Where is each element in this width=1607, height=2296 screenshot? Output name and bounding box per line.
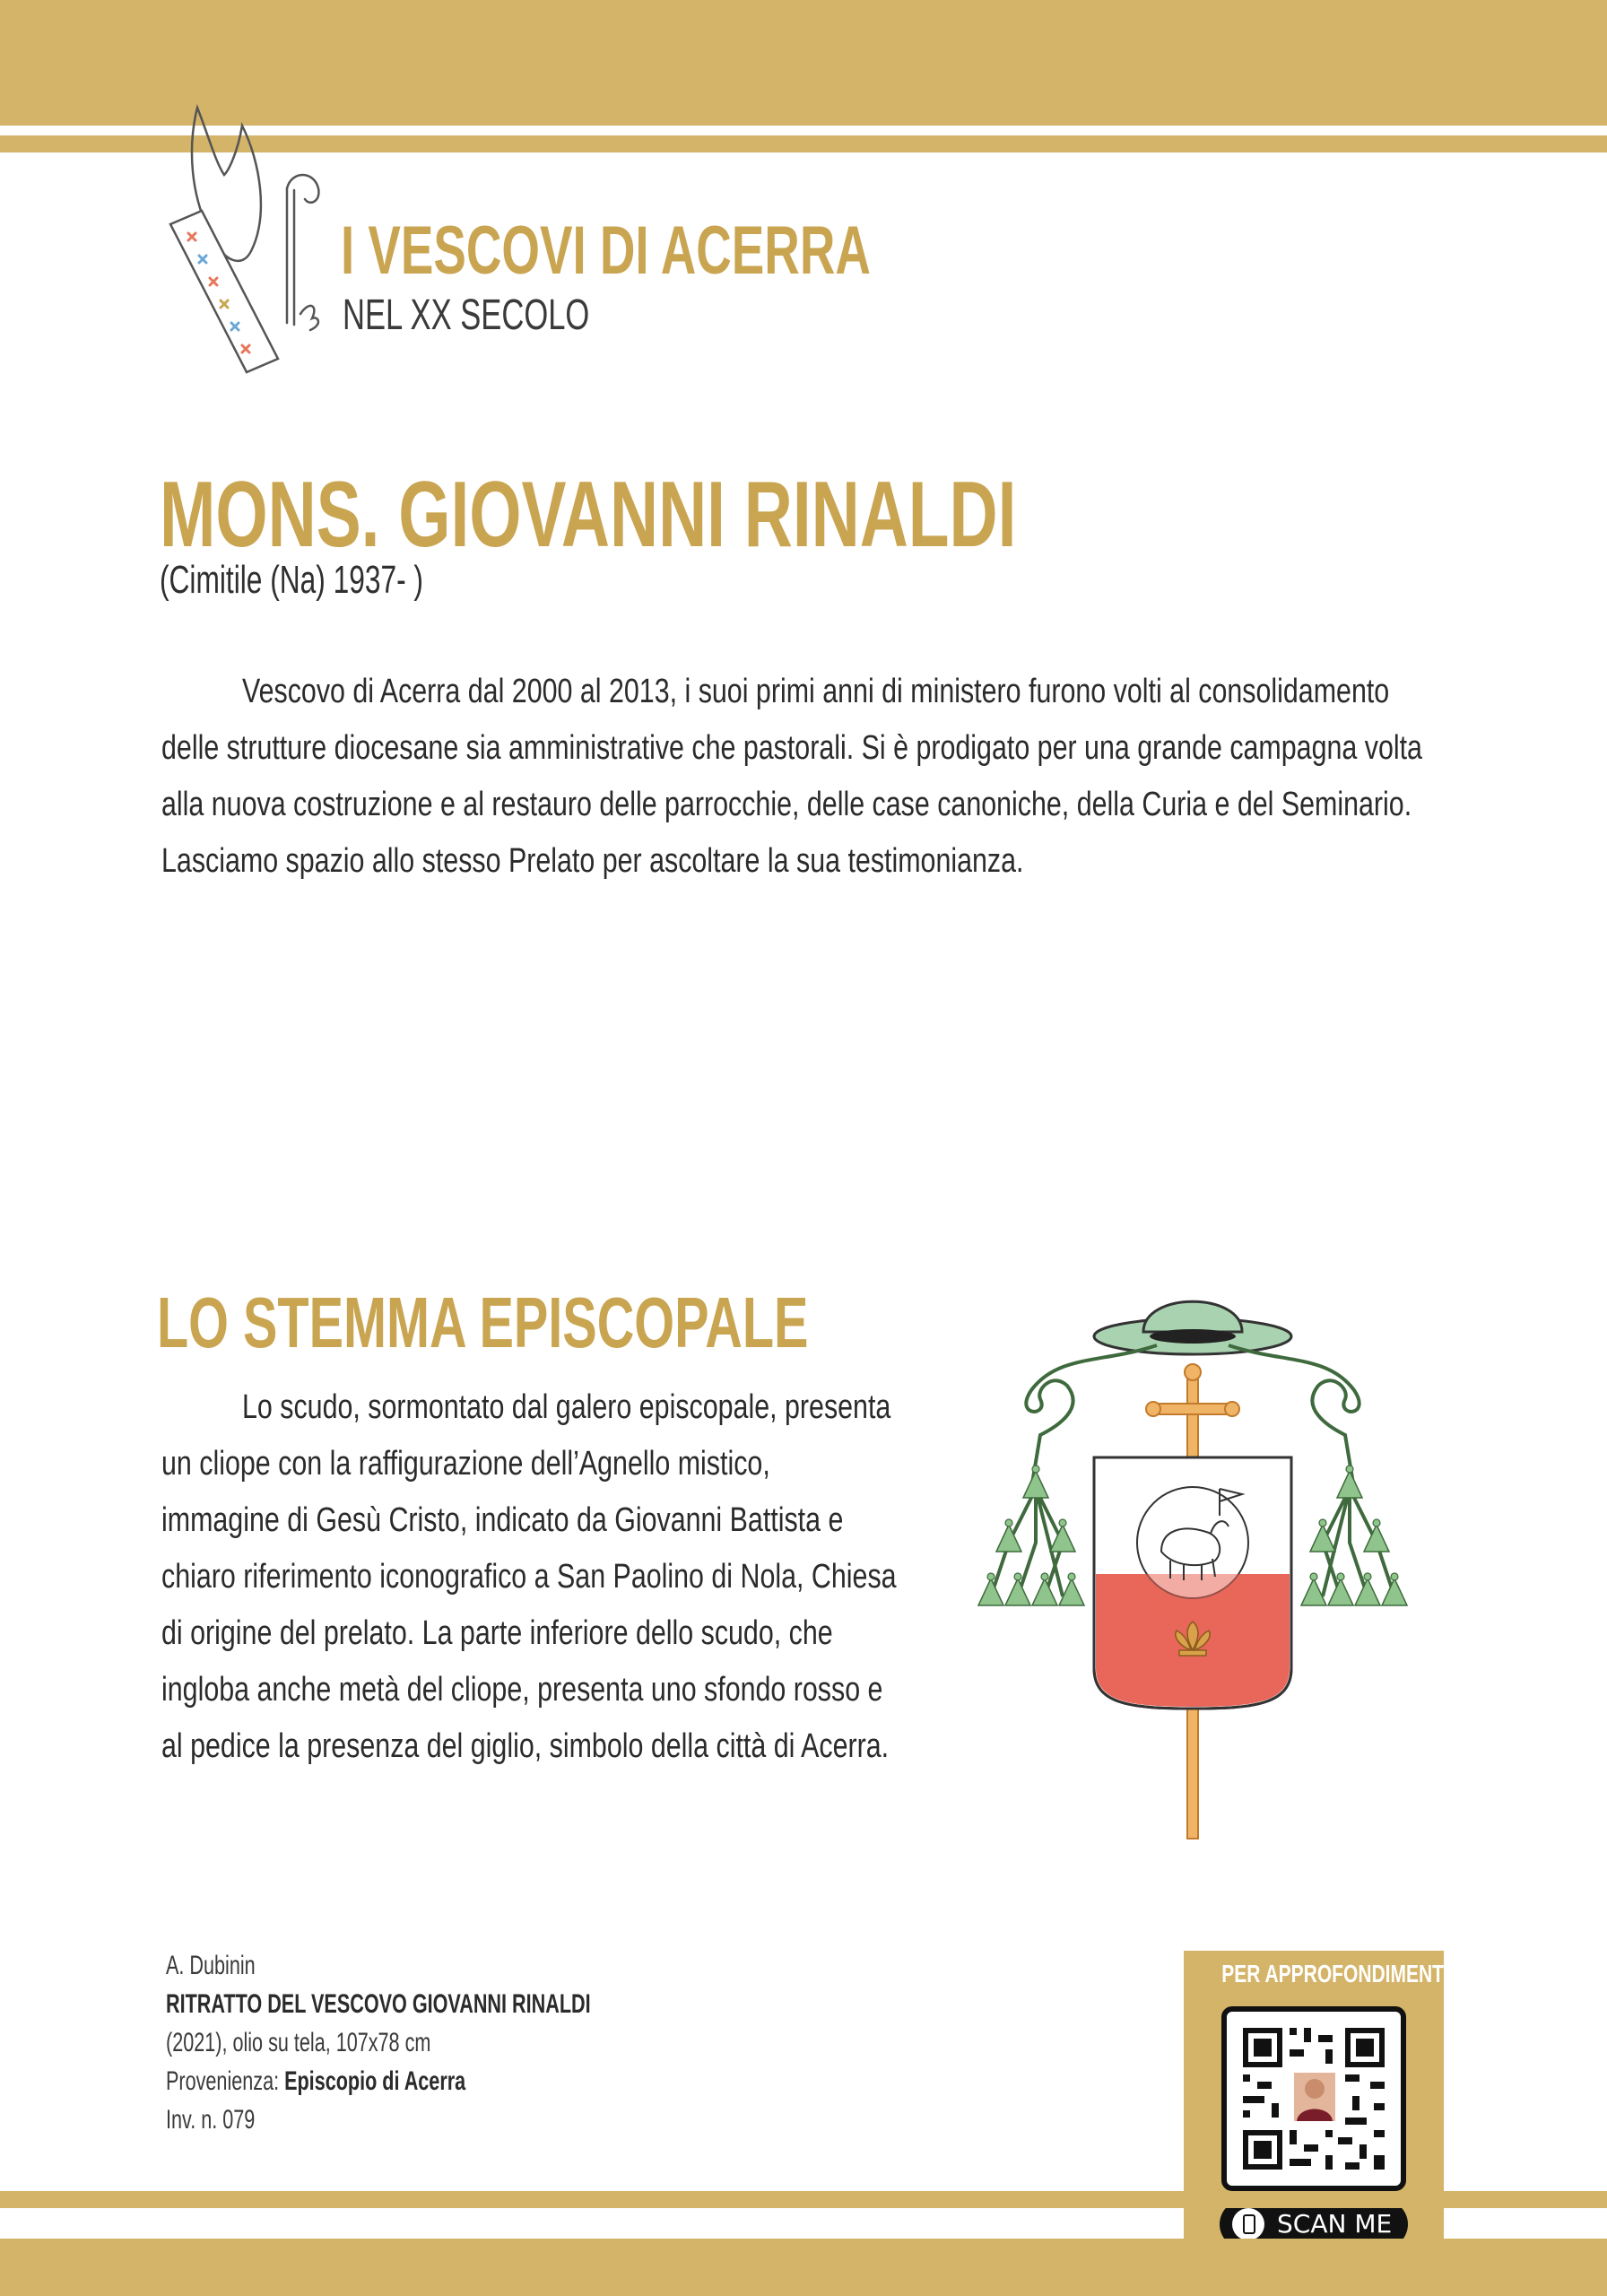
bottom-gold-band bbox=[0, 2239, 1607, 2296]
qr-code-graphic bbox=[1227, 2012, 1401, 2186]
stemma-line: immagine di Gesù Cristo, indicato da Giovanni Battista e bbox=[161, 1501, 844, 1539]
artist-name: A. Dubinin bbox=[166, 1951, 256, 1980]
stemma-line: ingloba anche metà del cliope, presenta uno sfondo rosso e bbox=[161, 1671, 883, 1709]
inventory-number: Inv. n. 079 bbox=[166, 2105, 256, 2135]
intro-line: alla nuova costruzione e al restauro delle parrocchie, delle case canoniche, della Curia e del Seminario. bbox=[161, 786, 1412, 823]
stemma-line: un cliope con la raffigurazione dell’Agnello mistico, bbox=[161, 1445, 770, 1483]
intro-line: Vescovo di Acerra dal 2000 al 2013, i suoi primi anni di ministero furono volti al consolidamento bbox=[242, 673, 1390, 710]
smartphone-icon bbox=[1232, 2208, 1264, 2240]
stemma-paragraph bbox=[161, 1379, 906, 1775]
bottom-gold-rule bbox=[0, 2191, 1607, 2208]
qr-heading: PER APPROFONDIMENTI bbox=[1221, 1960, 1449, 1987]
artwork-details: (2021), olio su tela, 107x78 cm bbox=[166, 2028, 431, 2057]
provenance-label: Provenienza: bbox=[166, 2066, 285, 2096]
stemma-heading: LO STEMMA EPISCOPALE bbox=[157, 1283, 809, 1362]
episcopal-coat-of-arms bbox=[951, 1283, 1435, 1848]
qr-code[interactable] bbox=[1221, 2006, 1406, 2191]
logo-title: I VESCOVI DI ACERRA bbox=[341, 213, 871, 289]
bishop-name-heading: MONS. GIOVANNI RINALDI bbox=[160, 463, 1017, 567]
artwork-title: RITRATTO DEL VESCOVO GIOVANNI RINALDI bbox=[166, 1989, 591, 2019]
galero-crown bbox=[1143, 1301, 1242, 1332]
bishop-dates: (Cimitile (Na) 1937- ) bbox=[160, 558, 423, 602]
stemma-line: chiaro riferimento iconografico a San Paolino di Nola, Chiesa bbox=[161, 1558, 897, 1596]
mitre-crozier-logo bbox=[152, 90, 359, 377]
logo-subtitle: NEL XX SECOLO bbox=[343, 291, 590, 339]
provenance-value: Episcopio di Acerra bbox=[284, 2066, 466, 2096]
stemma-line: Lo scudo, sormontato dal galero episcopale, presenta bbox=[242, 1388, 891, 1426]
intro-line: Lasciamo spazio allo stesso Prelato per ascoltare la sua testimonianza. bbox=[161, 842, 1024, 880]
stemma-line: al pedice la presenza del giglio, simbolo della città di Acerra. bbox=[161, 1727, 890, 1765]
stemma-line: di origine del prelato. La parte inferiore dello scudo, che bbox=[161, 1614, 833, 1652]
intro-line: delle strutture diocesane sia amministrative che pastorali. Si è prodigato per una grande campagna volta bbox=[161, 729, 1422, 767]
artwork-caption bbox=[166, 1946, 756, 2139]
scan-me-label: SCAN ME bbox=[1277, 2209, 1393, 2239]
intro-paragraph bbox=[161, 664, 1453, 890]
qr-panel bbox=[1184, 1951, 1449, 2256]
